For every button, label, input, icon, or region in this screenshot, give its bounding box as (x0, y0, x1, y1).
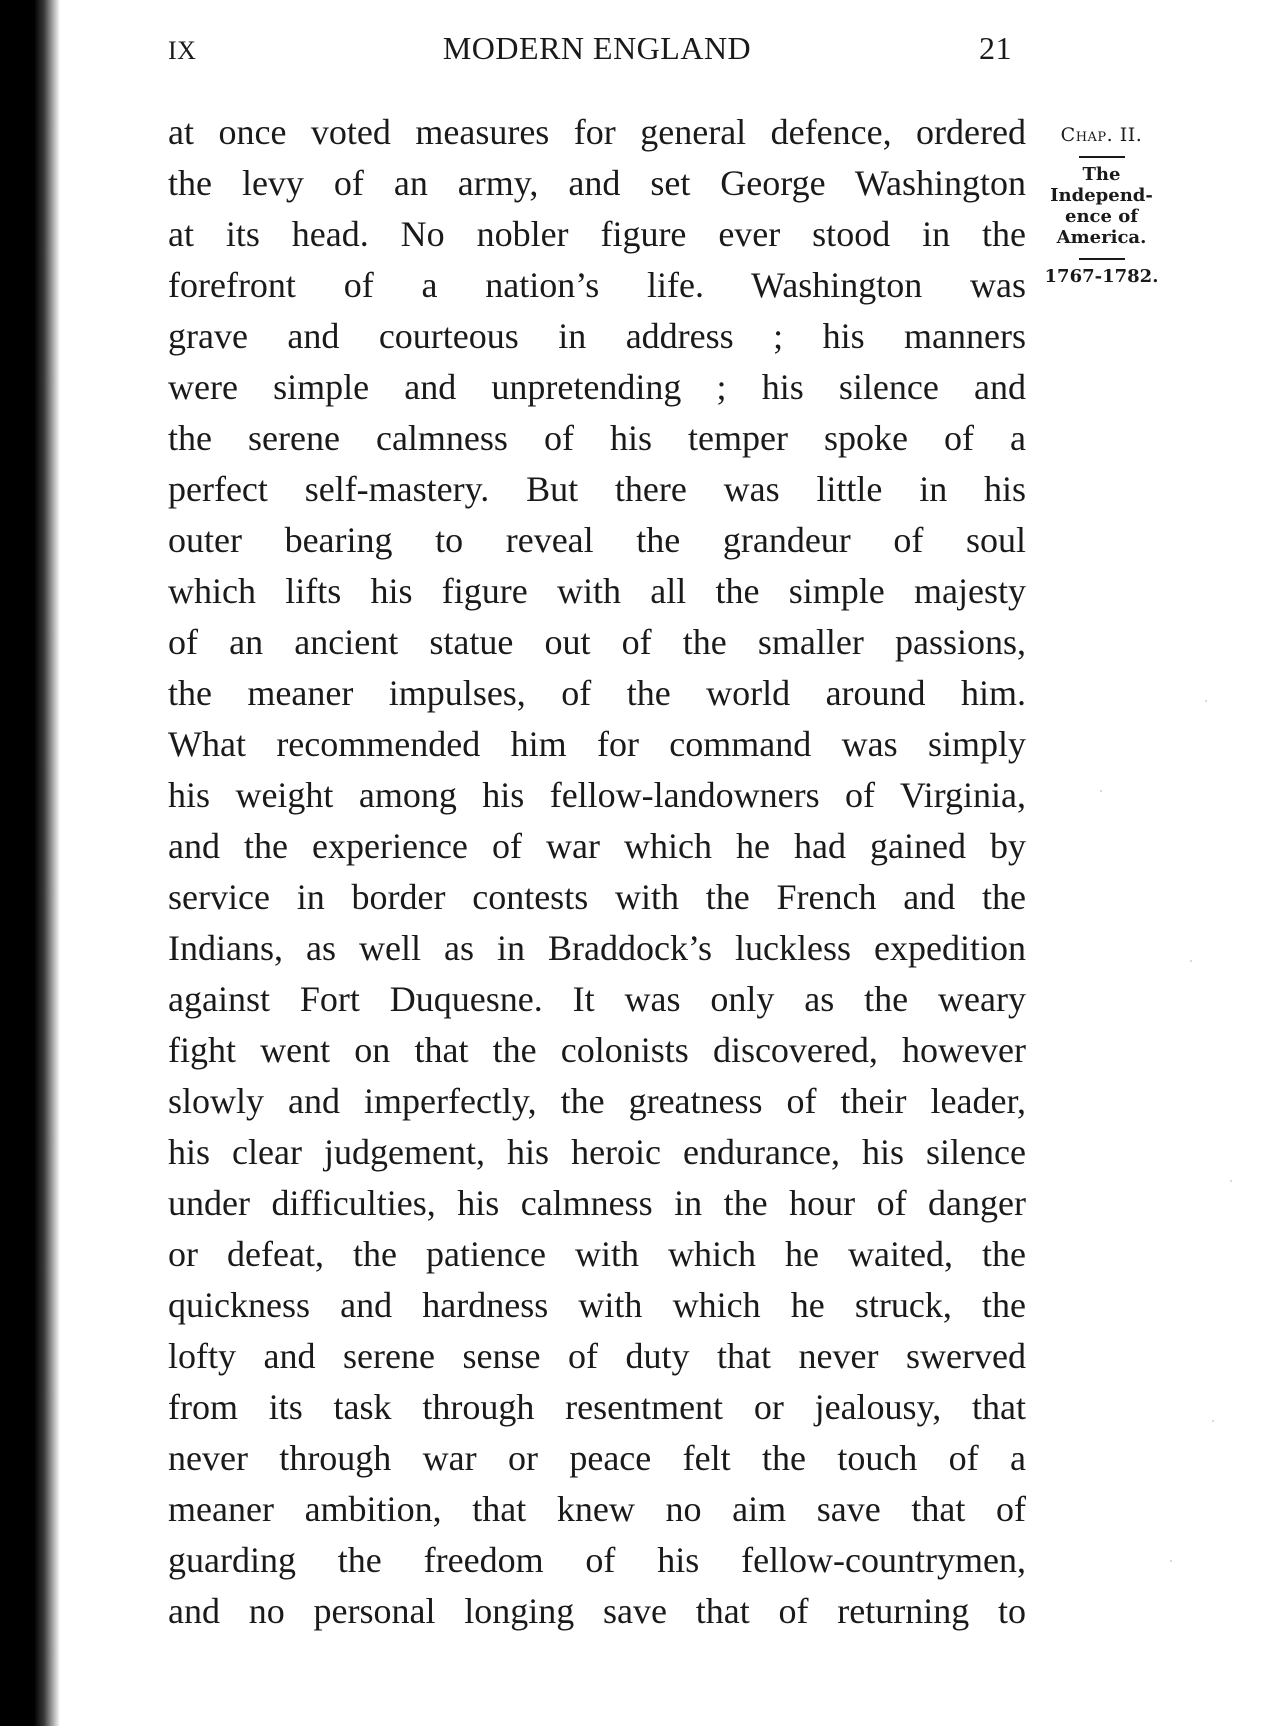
text-line: guarding the freedom of his fellow-countrymen, (168, 1540, 1026, 1580)
text-line: never through war or peace felt the touch of a (168, 1438, 1026, 1478)
margin-topic-line: ence of (1065, 206, 1138, 227)
text-line: grave and courteous in address ; his manners (168, 316, 1026, 356)
chapter-numeral: IX (168, 36, 197, 65)
text-line: the serene calmness of his temper spoke of a (168, 418, 1026, 458)
text-line: What recommended him for command was simply (168, 724, 1026, 764)
margin-topic-line: Independ- (1050, 185, 1153, 206)
margin-note (1034, 124, 1169, 287)
text-line: perfect self-mastery. But there was little in his (168, 469, 1026, 509)
text-line: under difficulties, his calmness in the hour of danger (168, 1183, 1026, 1223)
text-line: at once voted measures for general defence, ordered (168, 112, 1026, 152)
text-line: the levy of an army, and set George Washington (168, 163, 1026, 203)
text-line: fight went on that the colonists discovered, however (168, 1030, 1026, 1070)
text-line: or defeat, the patience with which he waited, the (168, 1234, 1026, 1274)
running-head (168, 30, 1026, 80)
page-binding-shadow (0, 0, 60, 1726)
paper-speckle (1190, 960, 1192, 962)
text-line: meaner ambition, that knew no aim save that of (168, 1489, 1026, 1529)
body-text (168, 107, 1026, 1637)
text-line: the meaner impulses, of the world around him. (168, 673, 1026, 713)
margin-chapter-label: Chap. II. (1060, 124, 1143, 146)
paper-speckle (1205, 700, 1207, 702)
text-line: of an ancient statue out of the smaller passions, (168, 622, 1026, 662)
running-title: MODERN ENGLAND (442, 30, 752, 66)
paper-speckle (1100, 790, 1102, 792)
text-line: and no personal longing save that of returning to (168, 1591, 1026, 1631)
text-line: service in border contests with the French and the (168, 877, 1026, 917)
text-line: Indians, as well as in Braddock’s luckless expedition (168, 928, 1026, 968)
text-line: and the experience of war which he had gained by (168, 826, 1026, 866)
text-line: outer bearing to reveal the grandeur of soul (168, 520, 1026, 560)
text-line: lofty and serene sense of duty that never swerved (168, 1336, 1026, 1376)
margin-dates: 1767-1782. (1044, 266, 1159, 287)
paper-speckle (1230, 1180, 1232, 1182)
margin-topic-line: America. (1056, 227, 1147, 248)
text-line: against Fort Duquesne. It was only as the weary (168, 979, 1026, 1019)
text-line: from its task through resentment or jealousy, that (168, 1387, 1026, 1427)
text-line: his weight among his fellow-landowners of Virginia, (168, 775, 1026, 815)
text-line: at its head. No nobler figure ever stood in the (168, 214, 1026, 254)
margin-rule-top (1079, 156, 1125, 158)
paper-speckle (1170, 1560, 1172, 1562)
text-line: quickness and hardness with which he struck, the (168, 1285, 1026, 1325)
margin-topic-line: The (1082, 164, 1121, 185)
text-line: were simple and unpretending ; his silence and (168, 367, 1026, 407)
text-line: slowly and imperfectly, the greatness of their leader, (168, 1081, 1026, 1121)
margin-topic (1034, 164, 1169, 248)
text-line: forefront of a nation’s life. Washington was (168, 265, 1026, 305)
page-number: 21 (979, 30, 1012, 66)
paper-speckle (1212, 1420, 1214, 1422)
text-line: his clear judgement, his heroic endurance, his silence (168, 1132, 1026, 1172)
text-line: which lifts his figure with all the simple majesty (168, 571, 1026, 611)
margin-rule-bottom (1079, 258, 1125, 260)
